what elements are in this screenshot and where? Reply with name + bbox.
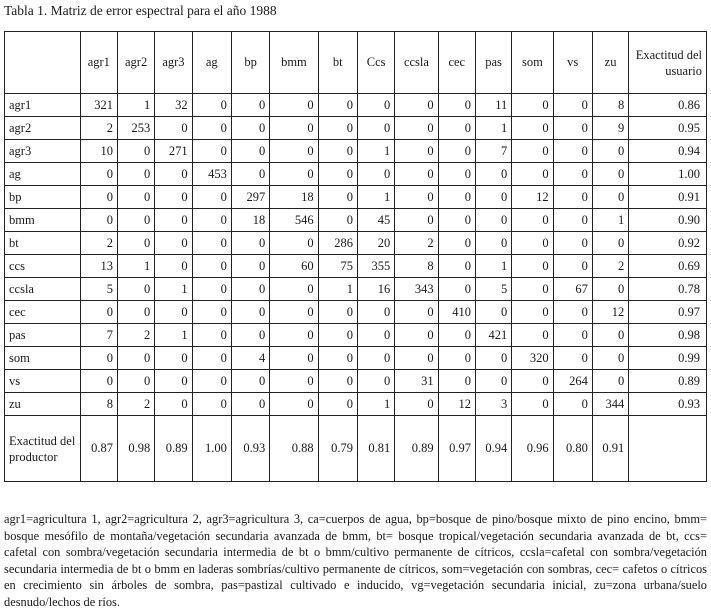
matrix-cell: 0 [155,232,192,255]
matrix-cell: 0 [318,347,357,370]
matrix-cell: 0 [155,370,192,393]
matrix-cell: 0 [357,347,394,370]
matrix-cell: 0 [438,140,475,163]
matrix-cell: 320 [512,347,553,370]
matrix-cell: 0 [553,209,592,232]
matrix-cell: 0 [192,255,231,278]
column-header: zu [592,32,628,94]
matrix-cell: 0 [357,163,394,186]
matrix-cell: 67 [553,278,592,301]
table-row [5,186,707,209]
matrix-cell: 0 [117,347,154,370]
matrix-cell: 0 [512,209,553,232]
table-row [5,370,707,393]
matrix-cell: 0 [438,232,475,255]
user-accuracy-cell: 0.94 [629,140,707,163]
user-accuracy-cell: 1.00 [629,163,707,186]
matrix-cell: 321 [80,94,117,117]
producer-accuracy-cell: 0.89 [395,416,438,482]
user-accuracy-cell: 0.90 [629,209,707,232]
matrix-cell: 2 [117,393,154,416]
header-row [5,32,707,94]
row-label: zu [5,393,81,416]
matrix-cell: 0 [270,324,318,347]
matrix-cell: 2 [395,232,438,255]
matrix-cell: 0 [270,117,318,140]
matrix-cell: 0 [592,370,628,393]
matrix-cell: 1 [155,278,192,301]
matrix-cell: 0 [438,94,475,117]
matrix-cell: 0 [553,324,592,347]
table-row [5,301,707,324]
matrix-cell: 0 [270,140,318,163]
matrix-cell: 0 [475,232,511,255]
matrix-cell: 31 [395,370,438,393]
matrix-cell: 0 [553,163,592,186]
matrix-cell: 0 [512,301,553,324]
matrix-cell: 0 [155,186,192,209]
producer-accuracy-cell: 0.98 [117,416,154,482]
matrix-cell: 0 [231,393,269,416]
matrix-cell: 0 [80,347,117,370]
matrix-cell: 0 [395,186,438,209]
matrix-cell: 0 [438,255,475,278]
matrix-cell: 0 [155,393,192,416]
matrix-cell: 0 [192,393,231,416]
matrix-cell: 0 [592,140,628,163]
column-header: bp [231,32,269,94]
producer-accuracy-cell: 0.80 [553,416,592,482]
matrix-cell: 0 [231,94,269,117]
matrix-cell: 286 [318,232,357,255]
matrix-cell: 0 [357,117,394,140]
table-row [5,347,707,370]
matrix-cell: 0 [553,232,592,255]
matrix-cell: 75 [318,255,357,278]
matrix-cell: 1 [155,324,192,347]
matrix-cell: 12 [512,186,553,209]
matrix-cell: 16 [357,278,394,301]
matrix-cell: 2 [80,117,117,140]
user-accuracy-cell: 0.91 [629,186,707,209]
matrix-cell: 0 [192,117,231,140]
matrix-cell: 0 [80,209,117,232]
matrix-cell: 0 [512,393,553,416]
column-header: agr2 [117,32,154,94]
matrix-body [5,94,707,416]
matrix-cell: 0 [475,301,511,324]
matrix-cell: 0 [592,347,628,370]
matrix-cell: 9 [592,117,628,140]
column-header: pas [475,32,511,94]
matrix-cell: 18 [270,186,318,209]
corner-cell [5,32,81,94]
matrix-cell: 0 [192,94,231,117]
row-label: bp [5,186,81,209]
footnote: agr1=agricultura 1, agr2=agricultura 2, agr3=agricultura 3, ca=cuerpos de agua, bp=bosque de pino/bosque mixto de pino encino, bmm= bosque mesófilo de montaña/vegetación secundaria avanzada de bmm, bt= bosque tropical/vegetación secundaria avanzada de bt, ccs= cafetal con sombra/vegetación secundaria intermedia de bt o bmm/cultivo permanente de cítricos, ccsla=cafetal con sombra/vegetación secundaria intermedia de bt o bmm en laderas sombrías/cultivo permanente de cítricos, som=vegetación con sombras, cec= cafetos o cítricos en crecimiento sin árboles de sombra, pas=pastizal cultivado e inducido, vg=vegetación secundaria inicial, zu=zona urbana/suelo desnudo/lechos de ríos. [4,512,707,609]
matrix-cell: 343 [395,278,438,301]
matrix-cell: 0 [512,117,553,140]
row-label: bmm [5,209,81,232]
matrix-cell: 0 [270,393,318,416]
row-label: ccs [5,255,81,278]
matrix-cell: 0 [592,163,628,186]
matrix-cell: 1 [117,94,154,117]
column-header: ccsla [395,32,438,94]
column-header: bmm [270,32,318,94]
producer-accuracy-cell: 0.97 [438,416,475,482]
matrix-cell: 0 [512,255,553,278]
row-label: pas [5,324,81,347]
matrix-cell: 0 [270,278,318,301]
matrix-cell: 0 [192,209,231,232]
matrix-cell: 13 [80,255,117,278]
matrix-cell: 0 [192,140,231,163]
matrix-cell: 0 [231,255,269,278]
matrix-cell: 297 [231,186,269,209]
producer-accuracy-cell: 0.81 [357,416,394,482]
matrix-cell: 0 [318,140,357,163]
column-header: ag [192,32,231,94]
matrix-cell: 20 [357,232,394,255]
matrix-cell: 0 [438,278,475,301]
producer-accuracy-cell: 0.96 [512,416,553,482]
row-label: agr1 [5,94,81,117]
row-label: ccsla [5,278,81,301]
producer-accuracy-cell: 0.87 [80,416,117,482]
matrix-cell: 0 [318,186,357,209]
matrix-cell: 0 [357,94,394,117]
matrix-cell: 0 [117,186,154,209]
matrix-cell: 264 [553,370,592,393]
table-row [5,163,707,186]
matrix-cell: 0 [231,117,269,140]
matrix-cell: 45 [357,209,394,232]
matrix-cell: 1 [357,393,394,416]
matrix-cell: 0 [318,370,357,393]
matrix-cell: 0 [155,117,192,140]
matrix-cell: 0 [512,324,553,347]
matrix-cell: 4 [231,347,269,370]
matrix-cell: 3 [475,393,511,416]
matrix-cell: 0 [117,232,154,255]
matrix-cell: 0 [592,278,628,301]
row-label: agr3 [5,140,81,163]
producer-accuracy-cell: 0.93 [231,416,269,482]
row-label: bt [5,232,81,255]
table-row [5,232,707,255]
matrix-cell: 0 [231,140,269,163]
user-accuracy-cell: 0.99 [629,347,707,370]
matrix-cell: 12 [438,393,475,416]
matrix-cell: 0 [592,232,628,255]
matrix-cell: 0 [395,209,438,232]
matrix-cell: 0 [318,393,357,416]
matrix-cell: 0 [270,301,318,324]
matrix-cell: 0 [438,117,475,140]
producer-accuracy-label: Exactitud del productor [5,416,81,482]
matrix-cell: 0 [438,186,475,209]
matrix-cell: 0 [553,117,592,140]
matrix-cell: 0 [357,370,394,393]
matrix-cell: 0 [475,163,511,186]
producer-accuracy-cell: 1.00 [192,416,231,482]
matrix-cell: 5 [475,278,511,301]
table-row [5,278,707,301]
matrix-cell: 10 [80,140,117,163]
matrix-cell: 1 [357,186,394,209]
matrix-cell: 546 [270,209,318,232]
matrix-cell: 0 [512,370,553,393]
matrix-cell: 0 [553,301,592,324]
matrix-cell: 0 [553,393,592,416]
row-label: ag [5,163,81,186]
matrix-cell: 0 [553,140,592,163]
matrix-cell: 0 [318,324,357,347]
matrix-cell: 0 [553,186,592,209]
matrix-cell: 2 [592,255,628,278]
table-caption: Tabla 1. Matriz de error espectral para el año 1988 [4,3,277,18]
matrix-cell: 0 [231,301,269,324]
producer-accuracy-cell: 0.91 [592,416,628,482]
matrix-cell: 0 [155,301,192,324]
user-accuracy-cell: 0.95 [629,117,707,140]
matrix-cell: 0 [192,324,231,347]
matrix-cell: 0 [155,347,192,370]
table-row [5,94,707,117]
matrix-cell: 0 [318,163,357,186]
column-header: cec [438,32,475,94]
matrix-cell: 0 [318,209,357,232]
matrix-cell: 0 [475,370,511,393]
column-header: bt [318,32,357,94]
matrix-cell: 0 [117,278,154,301]
user-accuracy-cell: 0.69 [629,255,707,278]
matrix-cell: 2 [80,232,117,255]
matrix-cell: 11 [475,94,511,117]
producer-accuracy-cell: 0.79 [318,416,357,482]
user-accuracy-header: Exactitud del usuario [629,32,707,94]
matrix-cell: 7 [80,324,117,347]
matrix-cell: 0 [395,140,438,163]
matrix-cell: 0 [117,140,154,163]
matrix-cell: 0 [395,347,438,370]
matrix-cell: 0 [231,370,269,393]
user-accuracy-cell: 0.97 [629,301,707,324]
matrix-cell: 1 [357,140,394,163]
matrix-cell: 0 [512,94,553,117]
matrix-cell: 7 [475,140,511,163]
matrix-cell: 0 [155,255,192,278]
matrix-cell: 0 [357,324,394,347]
column-header: agr3 [155,32,192,94]
matrix-cell: 0 [270,370,318,393]
matrix-cell: 0 [395,163,438,186]
matrix-cell: 2 [117,324,154,347]
row-label: agr2 [5,117,81,140]
matrix-cell: 0 [80,163,117,186]
user-accuracy-cell: 0.78 [629,278,707,301]
matrix-cell: 253 [117,117,154,140]
column-header: som [512,32,553,94]
matrix-cell: 0 [192,301,231,324]
matrix-cell: 0 [192,370,231,393]
matrix-cell: 0 [395,393,438,416]
matrix-cell: 453 [192,163,231,186]
matrix-cell: 0 [117,301,154,324]
table-row [5,117,707,140]
matrix-cell: 0 [270,94,318,117]
matrix-cell: 0 [80,186,117,209]
matrix-cell: 60 [270,255,318,278]
table-row [5,393,707,416]
matrix-cell: 1 [475,255,511,278]
matrix-cell: 0 [270,232,318,255]
matrix-cell: 0 [357,301,394,324]
column-header: vs [553,32,592,94]
matrix-cell: 0 [192,232,231,255]
row-label: cec [5,301,81,324]
matrix-cell: 0 [512,278,553,301]
matrix-cell: 344 [592,393,628,416]
matrix-cell: 0 [231,324,269,347]
matrix-cell: 0 [231,163,269,186]
row-label: vs [5,370,81,393]
matrix-cell: 0 [117,370,154,393]
matrix-cell: 0 [592,186,628,209]
matrix-cell: 0 [553,347,592,370]
matrix-cell: 0 [318,301,357,324]
user-accuracy-cell: 0.89 [629,370,707,393]
matrix-cell: 0 [438,370,475,393]
matrix-cell: 0 [512,232,553,255]
matrix-cell: 32 [155,94,192,117]
matrix-cell: 0 [438,347,475,370]
matrix-cell: 0 [475,347,511,370]
matrix-cell: 0 [270,347,318,370]
matrix-cell: 1 [475,117,511,140]
matrix-cell: 421 [475,324,511,347]
matrix-cell: 0 [438,163,475,186]
matrix-cell: 5 [80,278,117,301]
matrix-cell: 8 [80,393,117,416]
matrix-cell: 0 [395,117,438,140]
matrix-cell: 0 [270,163,318,186]
matrix-cell: 0 [80,301,117,324]
empty-corner-cell [629,416,707,482]
table-row [5,140,707,163]
producer-accuracy-cell: 0.89 [155,416,192,482]
row-label: som [5,347,81,370]
matrix-cell: 0 [192,278,231,301]
matrix-cell: 8 [592,94,628,117]
matrix-cell: 0 [553,255,592,278]
matrix-cell: 410 [438,301,475,324]
producer-accuracy-cell: 0.88 [270,416,318,482]
matrix-cell: 0 [475,209,511,232]
matrix-cell: 0 [438,209,475,232]
producer-accuracy-row [5,416,707,482]
matrix-cell: 0 [155,209,192,232]
column-header: Ccs [357,32,394,94]
matrix-cell: 0 [192,186,231,209]
user-accuracy-cell: 0.92 [629,232,707,255]
matrix-cell: 1 [318,278,357,301]
matrix-cell: 0 [395,301,438,324]
matrix-cell: 0 [512,140,553,163]
error-matrix-table [4,31,707,482]
matrix-cell: 0 [192,347,231,370]
producer-accuracy-cell: 0.94 [475,416,511,482]
matrix-cell: 0 [231,232,269,255]
matrix-cell: 355 [357,255,394,278]
matrix-cell: 1 [117,255,154,278]
matrix-cell: 0 [512,163,553,186]
user-accuracy-cell: 0.93 [629,393,707,416]
matrix-cell: 1 [592,209,628,232]
user-accuracy-cell: 0.86 [629,94,707,117]
matrix-cell: 0 [318,117,357,140]
matrix-cell: 0 [395,324,438,347]
table-row [5,255,707,278]
column-header: agr1 [80,32,117,94]
matrix-cell: 0 [80,370,117,393]
table-row [5,324,707,347]
matrix-cell: 0 [592,324,628,347]
matrix-cell: 8 [395,255,438,278]
matrix-cell: 0 [117,163,154,186]
matrix-cell: 0 [395,94,438,117]
matrix-cell: 0 [155,163,192,186]
matrix-cell: 0 [438,324,475,347]
matrix-cell: 0 [475,186,511,209]
matrix-cell: 0 [231,278,269,301]
matrix-cell: 0 [318,94,357,117]
user-accuracy-cell: 0.98 [629,324,707,347]
matrix-cell: 271 [155,140,192,163]
matrix-cell: 0 [553,94,592,117]
matrix-cell: 18 [231,209,269,232]
table-row [5,209,707,232]
matrix-cell: 0 [117,209,154,232]
matrix-cell: 12 [592,301,628,324]
